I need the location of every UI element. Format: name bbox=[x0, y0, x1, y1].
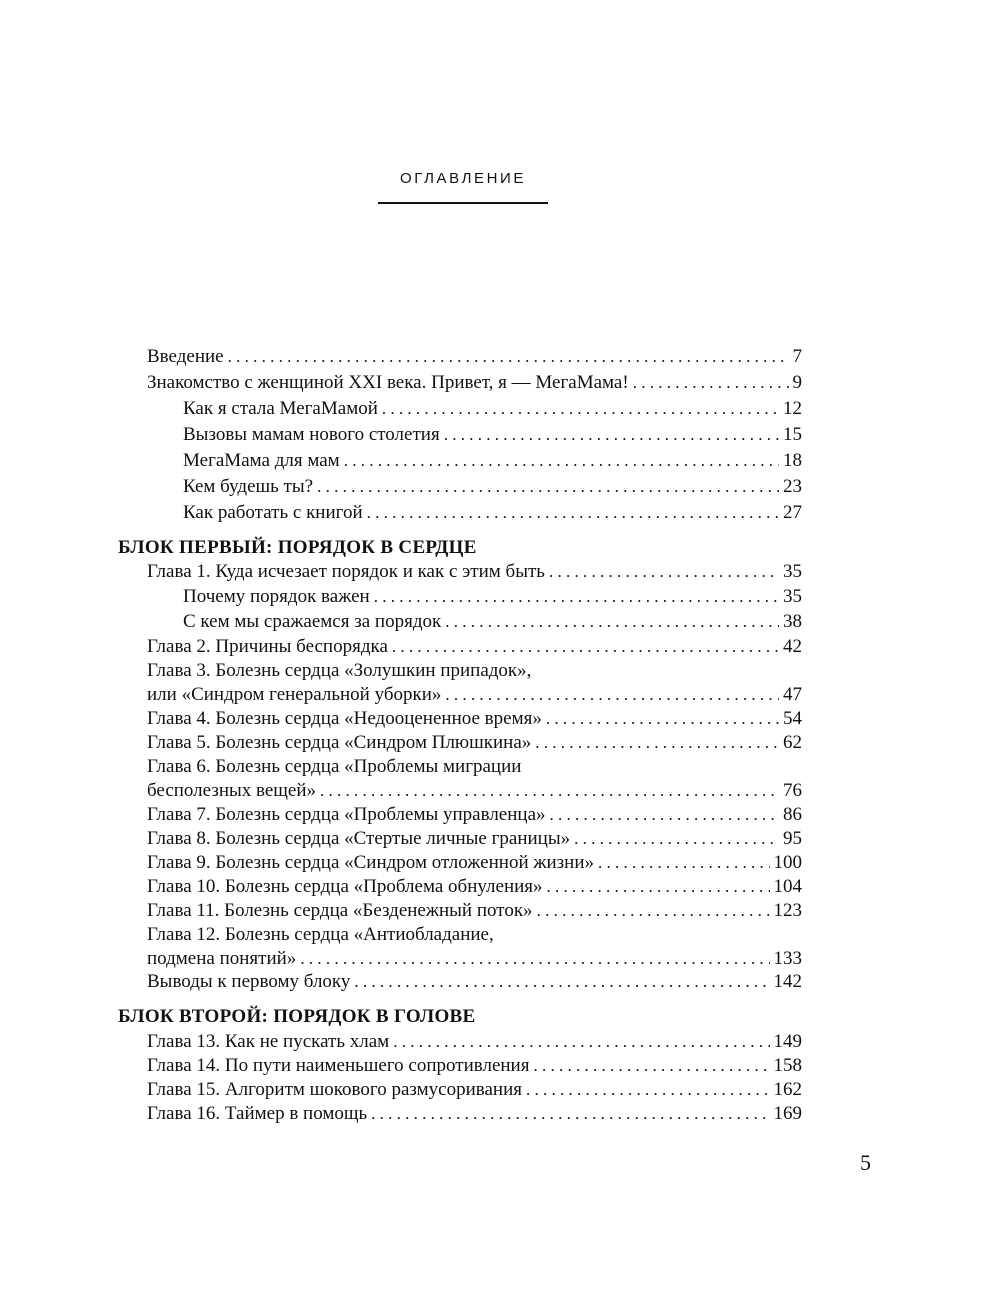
toc-entry-title: Глава 4. Болезнь сердца «Недооцененное время» bbox=[147, 708, 542, 729]
toc-entry-page: 7 bbox=[792, 346, 802, 367]
dot-leader bbox=[445, 611, 779, 634]
toc-entry-title: Введение bbox=[147, 346, 224, 367]
toc-entry-page: 47 bbox=[783, 684, 802, 705]
dot-leader bbox=[574, 828, 779, 851]
toc-heading: ОГЛАВЛЕНИЕ bbox=[399, 170, 527, 187]
toc-entry-title: Как я стала МегаМамой bbox=[183, 398, 378, 419]
toc-entry-title: Глава 6. Болезнь сердца «Проблемы миграции bbox=[147, 756, 522, 777]
dot-leader bbox=[374, 586, 779, 609]
dot-leader bbox=[382, 398, 779, 421]
toc-entry-title: Глава 10. Болезнь сердца «Проблема обнуления» bbox=[147, 876, 543, 897]
toc-entry-title: Выводы к первому блоку bbox=[147, 971, 351, 992]
toc-entry-page: 35 bbox=[783, 586, 802, 607]
dot-leader bbox=[550, 804, 779, 827]
toc-entry[interactable] bbox=[147, 827, 802, 851]
toc-entry-title: Глава 5. Болезнь сердца «Синдром Плюшкина» bbox=[147, 732, 532, 753]
toc-entry[interactable] bbox=[147, 1102, 802, 1126]
toc-entry-page: 12 bbox=[783, 398, 802, 419]
toc-entry-page: 162 bbox=[773, 1079, 802, 1100]
dot-leader bbox=[445, 684, 779, 707]
toc-entry[interactable] bbox=[147, 779, 802, 803]
toc-entry[interactable] bbox=[147, 371, 802, 395]
heading-rule bbox=[378, 202, 548, 204]
dot-leader bbox=[300, 948, 769, 971]
toc-entry[interactable] bbox=[147, 560, 802, 584]
toc-entry-title: Глава 3. Болезнь сердца «Золушкин припадок», bbox=[147, 660, 532, 681]
dot-leader bbox=[547, 876, 770, 899]
toc-entry-title: Глава 13. Как не пускать хлам bbox=[147, 1031, 390, 1052]
toc-entry-title: МегаМама для мам bbox=[183, 450, 340, 471]
toc-entry-title: Глава 16. Таймер в помощь bbox=[147, 1103, 368, 1124]
toc-entry-title: Глава 1. Куда исчезает порядок и как с этим быть bbox=[147, 561, 545, 582]
dot-leader bbox=[371, 1103, 769, 1126]
toc-entry-page: 18 bbox=[783, 450, 802, 471]
toc-entry[interactable] bbox=[147, 970, 802, 994]
dot-leader bbox=[546, 708, 779, 731]
toc-entry-title: Глава 11. Болезнь сердца «Безденежный поток» bbox=[147, 900, 533, 921]
toc-entry-page: 123 bbox=[773, 900, 802, 921]
toc-entry-page: 15 bbox=[783, 424, 802, 445]
toc-entry-page: 86 bbox=[783, 804, 802, 825]
dot-leader bbox=[549, 561, 779, 584]
toc-entry-title: Почему порядок важен bbox=[183, 586, 370, 607]
page-number: 5 bbox=[860, 1150, 871, 1175]
toc-entry[interactable] bbox=[147, 1078, 802, 1102]
toc-entry-title: Глава 7. Болезнь сердца «Проблемы управленца» bbox=[147, 804, 546, 825]
toc-entry[interactable] bbox=[147, 851, 802, 875]
toc-entry[interactable] bbox=[183, 423, 802, 447]
toc-entry[interactable] bbox=[183, 475, 802, 499]
dot-leader bbox=[392, 636, 779, 659]
toc-entry-title: Глава 14. По пути наименьшего сопротивления bbox=[147, 1055, 530, 1076]
toc-entry-page: 169 bbox=[773, 1103, 802, 1124]
toc-entry-page: 100 bbox=[773, 852, 802, 873]
dot-leader bbox=[444, 424, 779, 447]
toc-entry-page: 23 bbox=[783, 476, 802, 497]
toc-entry-title: Глава 15. Алгоритм шокового размусоривания bbox=[147, 1079, 522, 1100]
dot-leader bbox=[393, 1031, 769, 1054]
toc-entry-page: 142 bbox=[773, 971, 802, 992]
toc-entry-page: 104 bbox=[773, 876, 802, 897]
toc-entry[interactable] bbox=[147, 683, 802, 707]
toc-entry[interactable] bbox=[183, 585, 802, 609]
toc-entry[interactable] bbox=[147, 875, 802, 899]
block-title-2[interactable]: БЛОК ВТОРОЙ: ПОРЯДОК В ГОЛОВЕ bbox=[118, 1006, 476, 1027]
dot-leader bbox=[354, 971, 769, 994]
toc-entry-title: Кем будешь ты? bbox=[183, 476, 314, 497]
toc-entry-page: 149 bbox=[773, 1031, 802, 1052]
toc-entry[interactable] bbox=[147, 803, 802, 827]
toc-entry-title: Глава 9. Болезнь сердца «Синдром отложенной жизни» bbox=[147, 852, 595, 873]
toc-entry-title: С кем мы сражаемся за порядок bbox=[183, 611, 442, 632]
toc-entry[interactable] bbox=[183, 449, 802, 473]
toc-entry-title: Знакомство с женщиной XXI века. Привет, я — МегаМама! bbox=[147, 372, 629, 393]
dot-leader bbox=[533, 1055, 769, 1078]
toc-entry-title: Глава 12. Болезнь сердца «Антиобладание, bbox=[147, 924, 494, 945]
toc-entry-page: 27 bbox=[783, 502, 802, 523]
toc-entry-page: 62 bbox=[783, 732, 802, 753]
toc-entry[interactable] bbox=[147, 947, 802, 971]
toc-entry-page: 9 bbox=[792, 372, 802, 393]
dot-leader bbox=[367, 502, 779, 525]
toc-entry-title: Глава 8. Болезнь сердца «Стертые личные границы» bbox=[147, 828, 571, 849]
dot-leader bbox=[317, 476, 779, 499]
dot-leader bbox=[598, 852, 769, 875]
block-title-1[interactable]: БЛОК ПЕРВЫЙ: ПОРЯДОК В СЕРДЦЕ bbox=[118, 537, 477, 558]
toc-entry-page: 35 bbox=[783, 561, 802, 582]
toc-entry[interactable] bbox=[147, 1054, 802, 1078]
toc-entry-title: Как работать с книгой bbox=[183, 502, 363, 523]
toc-entry-page: 42 bbox=[783, 636, 802, 657]
dot-leader bbox=[537, 900, 770, 923]
toc-entry-page: 133 bbox=[773, 948, 802, 969]
dot-leader bbox=[320, 780, 779, 803]
toc-entry-title: или «Синдром генеральной уборки» bbox=[147, 684, 442, 705]
toc-entry[interactable] bbox=[183, 397, 802, 421]
toc-entry-page: 158 bbox=[773, 1055, 802, 1076]
toc-entry[interactable] bbox=[183, 610, 802, 634]
toc-entry[interactable] bbox=[147, 899, 802, 923]
toc-entry-title: подмена понятий» bbox=[147, 948, 297, 969]
toc-entry[interactable] bbox=[147, 1030, 802, 1054]
toc-entry[interactable] bbox=[147, 707, 802, 731]
toc-entry-title: Глава 2. Причины беспорядка bbox=[147, 636, 388, 657]
toc-entry-page: 38 bbox=[783, 611, 802, 632]
toc-entry[interactable] bbox=[147, 731, 802, 755]
toc-entry-title: бесполезных вещей» bbox=[147, 780, 317, 801]
toc-entry[interactable] bbox=[147, 635, 802, 659]
dot-leader bbox=[633, 372, 789, 395]
dot-leader bbox=[344, 450, 779, 473]
toc-entry-page: 54 bbox=[783, 708, 802, 729]
dot-leader bbox=[526, 1079, 770, 1102]
toc-entry[interactable] bbox=[147, 345, 802, 369]
toc-entry-page: 95 bbox=[783, 828, 802, 849]
dot-leader bbox=[535, 732, 779, 755]
toc-entry-title: Вызовы мамам нового столетия bbox=[183, 424, 440, 445]
toc-entry[interactable] bbox=[183, 501, 802, 525]
dot-leader bbox=[228, 346, 789, 369]
toc-entry-page: 76 bbox=[783, 780, 802, 801]
